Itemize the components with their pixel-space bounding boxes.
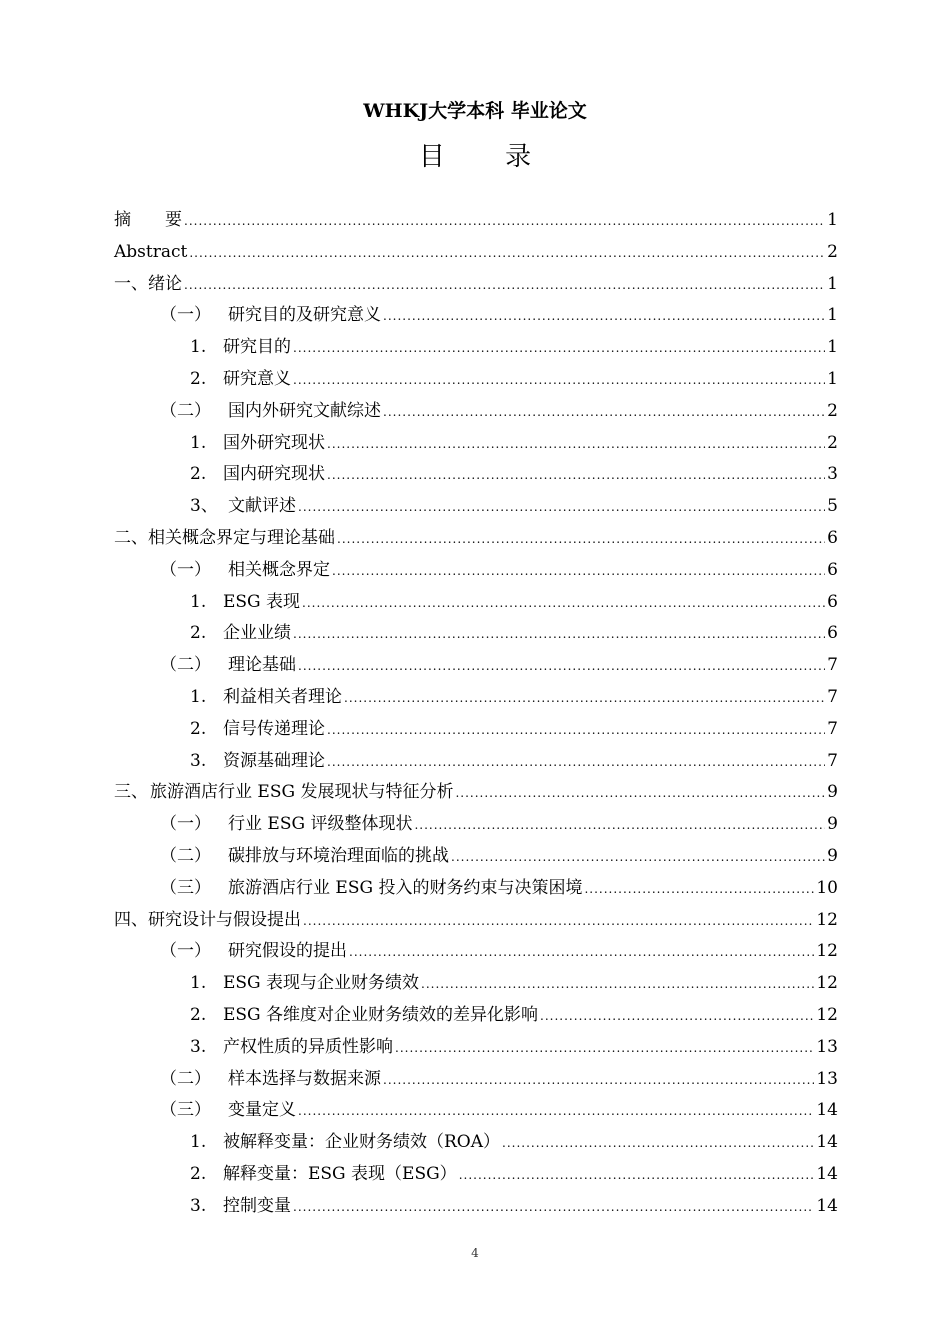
toc-entry-number: 3. [190,750,207,771]
toc-entry-subsection[interactable] [114,968,838,1000]
toc-entry-subsection[interactable] [114,364,838,396]
toc-leader-dots [455,778,825,810]
toc-entry-text: 相关概念界定 [228,559,330,580]
toc-entry-number: 1. [190,591,207,612]
toc-entry-page: 12 [816,909,838,930]
toc-entry-subsection[interactable] [114,1191,838,1223]
toc-entry-text: 旅游酒店行业 ESG 发展现状与特征分析 [150,782,454,803]
toc-entry-number: （二） [160,655,211,676]
toc-entry-page: 12 [816,941,838,962]
toc-leader-dots [540,1001,814,1033]
toc-entry-abstract-en[interactable] [114,237,838,269]
toc-entry-page: 6 [827,559,838,580]
toc-entry-text: 研究目的 [223,337,291,358]
toc-entry-chapter-4[interactable] [114,905,838,937]
toc-entry-number: 2. [190,368,207,389]
toc-entry-text: 国外研究现状 [223,432,325,453]
toc-entry-page: 2 [827,241,838,262]
toc-leader-dots [421,969,814,1001]
toc-entry-text: 研究假设的提出 [228,941,347,962]
toc-entry-text: 理论基础 [228,655,296,676]
toc-entry-number: （三） [160,877,211,898]
toc-entry-text: 变量定义 [228,1100,296,1121]
toc-entry-subsection[interactable] [114,1159,838,1191]
toc-leader-dots [459,1160,815,1192]
toc-entry-number: 1. [190,973,207,994]
toc-entry-text: ESG 表现与企业财务绩效 [223,973,420,994]
page-number: 4 [471,1246,479,1260]
toc-entry-subsection[interactable] [114,491,838,523]
toc-entry-page: 14 [816,1132,838,1153]
toc-entry-number: （一） [160,305,211,326]
toc-entry-number: 3、 [190,496,218,517]
toc-entry-text: 产权性质的异质性影响 [223,1036,393,1057]
toc-entry-text: 研究目的及研究意义 [228,305,381,326]
toc-leader-dots [298,492,825,524]
toc-entry-page: 1 [827,210,838,230]
toc-leader-dots [298,651,825,683]
toc-leader-dots [293,365,825,397]
thesis-header: WHKJ大学本科 毕业论文 [363,100,587,122]
toc-entry-subsection[interactable] [114,1032,838,1064]
toc-entry-subsection[interactable] [114,1000,838,1032]
toc-entry-text: 国内外研究文献综述 [228,400,381,421]
toc-entry-subsection[interactable] [114,618,838,650]
toc-entry-page: 13 [816,1036,838,1057]
toc-entry-number: （二） [160,400,211,421]
toc-leader-dots [184,270,825,302]
toc-leader-dots [189,238,825,270]
toc-entry-number: 三、 [114,782,148,803]
table-of-contents [114,205,838,1223]
toc-entry-number: 2. [190,464,207,485]
toc-leader-dots [383,301,825,333]
toc-entry-page: 12 [816,1004,838,1025]
toc-leader-dots [293,333,825,365]
toc-entry-page: 7 [827,655,838,676]
toc-entry-text: 国内研究现状 [223,464,325,485]
toc-entry-subsection[interactable] [114,1127,838,1159]
toc-entry-page: 6 [827,527,838,548]
toc-entry-page: 7 [827,718,838,739]
toc-entry-section[interactable] [114,1095,838,1127]
toc-entry-text: 一、绪论 [114,273,182,294]
toc-entry-number: 3. [190,1036,207,1057]
toc-entry-page: 9 [827,782,838,803]
toc-entry-text: 四、研究设计与假设提出 [114,909,301,930]
toc-entry-page: 7 [827,686,838,707]
toc-entry-number: 2. [190,1163,207,1184]
toc-leader-dots [502,1128,814,1160]
toc-entry-page: 1 [827,305,838,326]
toc-leader-dots [332,556,825,588]
toc-entry-page: 12 [816,973,838,994]
toc-entry-page: 6 [827,623,838,644]
toc-entry-page: 10 [816,877,838,898]
toc-entry-text: 碳排放与环境治理面临的挑战 [228,845,449,866]
toc-leader-dots [349,937,814,969]
toc-entry-page: 9 [827,845,838,866]
toc-entry-text: 摘 要 [114,210,182,230]
toc-leader-dots [302,588,825,620]
toc-leader-dots [184,206,825,238]
toc-entry-text: 企业业绩 [223,623,291,644]
toc-entry-page: 14 [816,1100,838,1121]
toc-entry-section[interactable] [114,841,838,873]
toc-entry-text: 信号传递理论 [223,718,325,739]
toc-entry-text: 文献评述 [228,496,296,517]
toc-entry-text: 解释变量：ESG 表现（ESG） [223,1163,457,1184]
toc-entry-page: 9 [827,814,838,835]
toc-entry-section[interactable] [114,873,838,905]
toc-entry-text: 控制变量 [223,1195,291,1216]
toc-leader-dots [383,397,825,429]
toc-entry-text: 被解释变量：企业财务绩效（ROA） [223,1132,501,1153]
toc-leader-dots [293,619,825,651]
toc-entry-subsection[interactable] [114,587,838,619]
toc-entry-number: 1. [190,337,207,358]
toc-leader-dots [303,906,814,938]
toc-entry-text: 样本选择与数据来源 [228,1068,381,1089]
toc-entry-number: 1. [190,432,207,453]
toc-leader-dots [298,1096,814,1128]
toc-leader-dots [327,429,825,461]
toc-leader-dots [344,683,825,715]
toc-entry-section[interactable] [114,809,838,841]
toc-entry-subsection[interactable] [114,714,838,746]
toc-entry-section[interactable] [114,1064,838,1096]
toc-leader-dots [451,842,825,874]
toc-entry-number: 2. [190,623,207,644]
toc-entry-page: 13 [816,1068,838,1089]
toc-entry-text: ESG 表现 [223,591,301,612]
toc-entry-subsection[interactable] [114,746,838,778]
toc-entry-chapter-3[interactable] [114,777,838,809]
toc-entry-chapter-2[interactable] [114,523,838,555]
toc-entry-text: 二、相关概念界定与理论基础 [114,527,335,548]
toc-entry-chapter-1[interactable] [114,269,838,301]
toc-entry-text: 行业 ESG 评级整体现状 [228,814,413,835]
toc-entry-page: 14 [816,1163,838,1184]
toc-entry-number: 2. [190,718,207,739]
toc-entry-subsection[interactable] [114,332,838,364]
toc-leader-dots [414,810,825,842]
toc-entry-number: 1. [190,1132,207,1153]
toc-leader-dots [327,460,825,492]
toc-entry-page: 2 [827,432,838,453]
toc-entry-number: 3. [190,1195,207,1216]
toc-entry-number: 2. [190,1004,207,1025]
toc-entry-number: （一） [160,559,211,580]
toc-entry-page: 1 [827,368,838,389]
toc-title: 目 录 [418,142,558,172]
toc-entry-text: 资源基础理论 [223,750,325,771]
toc-entry-page: 7 [827,750,838,771]
toc-entry-text: 研究意义 [223,368,291,389]
toc-entry-subsection[interactable] [114,459,838,491]
toc-leader-dots [584,874,814,906]
toc-entry-text: 旅游酒店行业 ESG 投入的财务约束与决策困境 [228,877,583,898]
toc-entry-page: 5 [827,496,838,517]
toc-entry-abstract-cn[interactable] [114,205,838,237]
toc-leader-dots [327,747,825,779]
toc-leader-dots [337,524,825,556]
toc-entry-page: 6 [827,591,838,612]
toc-entry-page: 2 [827,400,838,421]
toc-entry-text: Abstract [114,241,188,262]
toc-entry-section[interactable] [114,936,838,968]
toc-leader-dots [383,1065,814,1097]
toc-leader-dots [395,1033,814,1065]
toc-leader-dots [293,1192,814,1224]
toc-entry-page: 1 [827,273,838,294]
toc-entry-number: 1. [190,686,207,707]
toc-entry-section[interactable] [114,300,838,332]
toc-entry-section[interactable] [114,555,838,587]
toc-leader-dots [327,715,825,747]
toc-entry-subsection[interactable] [114,428,838,460]
toc-entry-number: （一） [160,814,211,835]
toc-entry-text: 利益相关者理论 [223,686,342,707]
toc-entry-section[interactable] [114,650,838,682]
toc-entry-page: 14 [816,1195,838,1216]
toc-entry-section[interactable] [114,396,838,428]
toc-entry-number: （三） [160,1100,211,1121]
toc-entry-number: （一） [160,941,211,962]
toc-entry-number: （二） [160,845,211,866]
toc-entry-subsection[interactable] [114,682,838,714]
toc-entry-number: （二） [160,1068,211,1089]
toc-entry-page: 3 [827,464,838,485]
toc-entry-text: ESG 各维度对企业财务绩效的差异化影响 [223,1004,539,1025]
toc-entry-page: 1 [827,337,838,358]
